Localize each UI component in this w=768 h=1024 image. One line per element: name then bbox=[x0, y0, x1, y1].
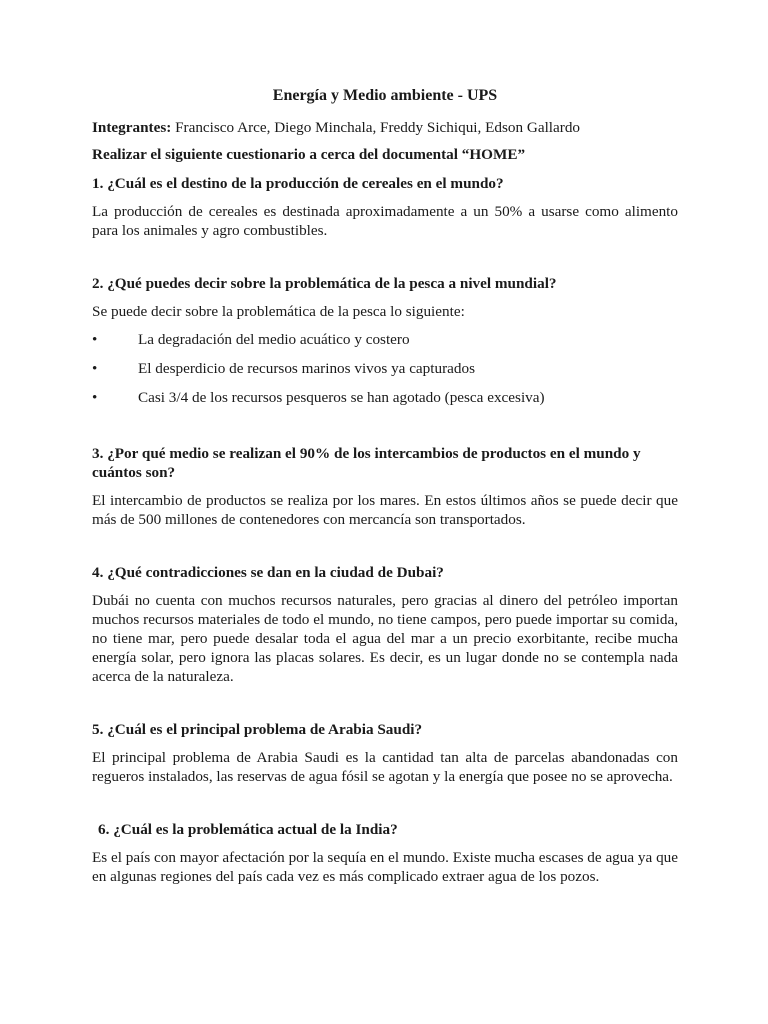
question-1: 1. ¿Cuál es el destino de la producción de cereales en el mundo? bbox=[92, 175, 504, 192]
question-4-section bbox=[92, 563, 678, 686]
bullet-icon: • bbox=[92, 331, 98, 348]
list-item-text: El desperdicio de recursos marinos vivos ya capturados bbox=[138, 360, 475, 377]
answer-6: Es el país con mayor afectación por la sequía en el mundo. Existe mucha escases de agua ya que en algunas regiones del país cada vez es más complicado extraer agua de los pozos. bbox=[92, 849, 678, 885]
answer-2: Se puede decir sobre la problemática de la pesca lo siguiente: bbox=[92, 303, 465, 320]
list-item-text: La degradación del medio acuático y costero bbox=[138, 331, 410, 348]
team-members-label: Integrantes: bbox=[92, 119, 172, 136]
team-members-names: Francisco Arce, Diego Minchala, Freddy Sichiqui, Edson Gallardo bbox=[171, 119, 581, 136]
spacer bbox=[92, 529, 678, 563]
question-2-section bbox=[92, 274, 678, 407]
spacer bbox=[92, 240, 678, 274]
spacer bbox=[92, 686, 678, 720]
question-5-section bbox=[92, 720, 678, 786]
list-item bbox=[92, 359, 678, 378]
list-item-text: Casi 3/4 de los recursos pesqueros se han agotado (pesca excesiva) bbox=[138, 389, 545, 406]
answer-4: Dubái no cuenta con muchos recursos naturales, pero gracias al dinero del petróleo importan muchos recursos materiales de todo el mundo, no tiene campos, pero puede importar su comida, no tiene mar, pero puede desalar toda el agua del mar a un precio exorbitante, recibe mucha energía solar, pero ignora las placas solares. Es decir, es un lugar donde no se contempla nada acerca de la naturaleza. bbox=[92, 592, 678, 685]
question-2: 2. ¿Qué puedes decir sobre la problemática de la pesca a nivel mundial? bbox=[92, 275, 557, 292]
document-title: Energía y Medio ambiente - UPS bbox=[272, 87, 498, 104]
question-3: 3. ¿Por qué medio se realizan el 90% de los intercambios de productos en el mundo y cuántos son? bbox=[92, 445, 641, 481]
list-item bbox=[92, 388, 678, 407]
bullet-icon: • bbox=[92, 389, 98, 406]
list-item bbox=[92, 330, 678, 349]
question-6-section bbox=[92, 820, 678, 886]
question-6: 6. ¿Cuál es la problemática actual de la India? bbox=[98, 821, 398, 838]
bullet-icon: • bbox=[92, 360, 98, 377]
spacer bbox=[92, 786, 678, 820]
answer-3: El intercambio de productos se realiza por los mares. En estos últimos años se puede decir que más de 500 millones de contenedores con mercancía son transportados. bbox=[92, 492, 678, 528]
document-page bbox=[92, 86, 678, 886]
question-5: 5. ¿Cuál es el principal problema de Arabia Saudi? bbox=[92, 721, 423, 738]
team-members bbox=[92, 118, 678, 137]
question-4: 4. ¿Qué contradicciones se dan en la ciudad de Dubai? bbox=[92, 564, 444, 581]
question-3-section bbox=[92, 444, 678, 529]
question-1-section bbox=[92, 174, 678, 240]
spacer bbox=[92, 417, 678, 444]
answer-1: La producción de cereales es destinada aproximadamente a un 50% a usarse como alimento para los animales y agro combustibles. bbox=[92, 203, 678, 239]
answer-2-list bbox=[92, 330, 678, 407]
answer-5: El principal problema de Arabia Saudi es la cantidad tan alta de parcelas abandonadas con regueros instalados, las reservas de agua fósil se agotan y la energía que posee no se aprovecha. bbox=[92, 749, 678, 785]
instruction-text: Realizar el siguiente cuestionario a cerca del documental “HOME” bbox=[92, 146, 526, 163]
